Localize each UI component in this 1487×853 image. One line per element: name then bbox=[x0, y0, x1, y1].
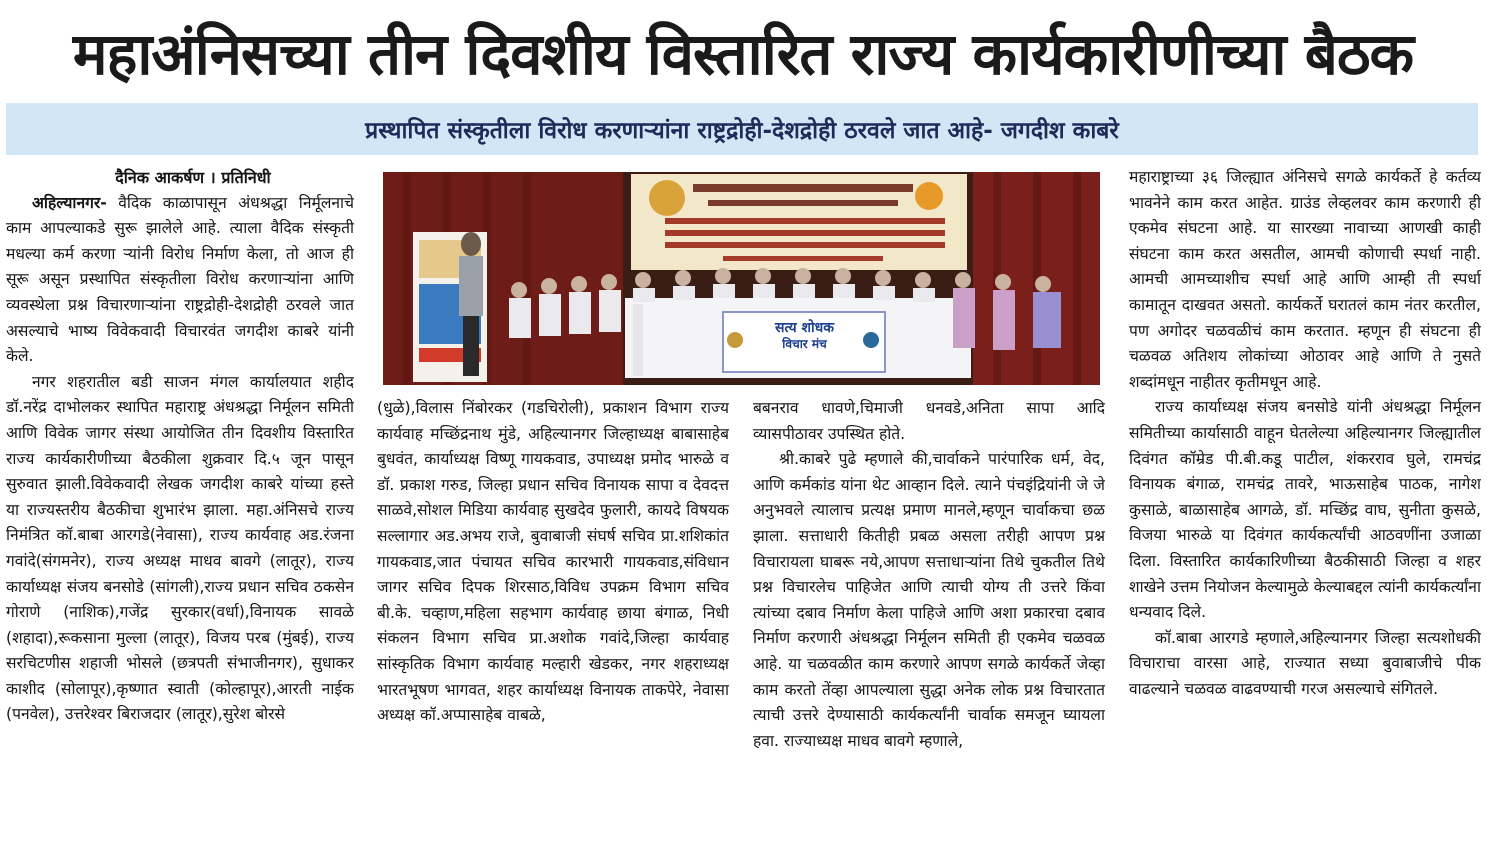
paragraph: नगर शहरातील बडी साजन मंगल कार्यालयात शहीद डॉ.नरेंद्र दाभोलकर स्थापित महाराष्ट्र अंधश्रद्धा निर्मूलन समिती आणि विवेक जागर संस्था आयोजित तीन दिवशीय विस्तारित राज्य कार्यकारीणीच्या बैठकीला शुक्रवार दि.५ जून पासून सुरुवात झाली.विवेकवादी लेखक जगदीश काबरे यांच्या हस्ते या राज्यस्तरीय बैठकीचा शुभारंभ झाला. महा.अंनिसचे राज्य निमंत्रित कॉ.बाबा आरगडे(नेवासा), राज्य कार्यवाह अड.रंजना गवांदे(संगमनेर), राज्य अध्यक्ष माधव बावगे (लातूर), राज्य कार्याध्यक्ष संजय बनसोडे (सांगली),राज्य प्रधान सचिव ठकसेन गोराणे (नाशिक),गजेंद्र सुरकार(वर्धा),विनायक सावळे (शहादा),रूकसाना मुल्ला (लातूर), विजय परब (मुंबई), राज्य सरचिटणीस शहाजी भोसले (छत्रपती संभाजीनगर), सुधाकर काशीद (सोलापूर),कृष्णात स्वाती (कोल्हापूर),आरती नाईक (पनवेल), उत्तरेश्वर बिराजदार (लातूर),सुरेश बोरसे bbox=[6, 372, 354, 724]
event-photo-drawing bbox=[383, 172, 1100, 385]
article-column-3 bbox=[753, 396, 1105, 846]
paragraph-text: वैदिक काळापासून अंधश्रद्धा निर्मूलनाचे काम आपल्याकडे सुरू झालेले आहे. त्याला वैदिक संस्कृती मधल्या कर्म करणा ऱ्यांनी विरोध निर्माण केला, तो आज ही सूरू असून प्रस्थापित संस्कृतीला विरोध करणाऱ्यांना आणि व्यवस्थेला प्रश्न विचारणाऱ्यांना राष्ट्रद्रोही-देशद्रोही ठरवले जात असल्याचे भाष्य विवेकवादी विचारवंत जगदीश काबरे यांनी केले. bbox=[6, 193, 354, 366]
paragraph: श्री.काबरे पुढे म्हणाले की,चार्वाकने पारंपारिक धर्म, वेद, आणि कर्मकांड यांना थेट आव्हान दिले. त्याने पंचइंद्रियांनी जे जे अनुभवले त्यालाच प्रत्यक्ष प्रमाण मानले,म्हणून चार्वाकचा छळ झाला. सत्ताधारी कितीही प्रबळ असला तरीही आपण प्रश्न विचारायला घाबरू नये,आपण सत्ताधाऱ्यांना तिथे चुकतील तिथे प्रश्न विचारलेच पाहिजेत आणि त्याची योग्य ती उत्तरे किंवा त्यांच्या दबाव निर्माण केला पाहिजे आणि अशा प्रकारचा दबाव निर्माण करणारी अंधश्रद्धा निर्मूलन समिती ही एकमेव चळवळ आहे. या चळवळीत काम करणारे आपण सगळे कार्यकर्ते जेव्हा काम करतो तेंव्हा आपल्याला सुद्धा अनेक लोक प्रश्न विचारतात त्याची उत्तरे देण्यासाठी कार्यकर्त्यांनी चार्वाक समजून घ्यायला हवा. राज्याध्यक्ष माधव बावगे म्हणाले, bbox=[753, 450, 1105, 750]
stage-sign-line2: विचार मंच bbox=[782, 337, 827, 351]
byline: दैनिक आकर्षण । प्रतिनिधी bbox=[115, 168, 271, 187]
paragraph: महाराष्ट्राच्या ३६ जिल्ह्यात अंनिसचे सगळे कार्यकर्ते हे कर्तव्य भावनेने काम करत आहेत. ग्राउंड लेव्हलवर काम करणारी ही एकमेव संघटना आहे. या सारख्या नावाच्या आणखी काही संघटना काम करत असतील, आमची कोणाची स्पर्धा नाही. आमची आमच्याशीच स्पर्धा आहे आणि आम्ही ती स्पर्धा कामातून दाखवत असतो. कार्यकर्ते घरातलं काम नंतर करतील, पण अगोदर चळवळीचं काम करतात. म्हणून ही संघटना ही चळवळ अतिशय लोकांच्या ओठावर आहे आणि ते नुसते शब्दांमधून नाहीतर कृतीमधून आहे. bbox=[1129, 168, 1481, 391]
paragraph: (धुळे),विलास निंबोरकर (गडचिरोली), प्रकाशन विभाग राज्य कार्यवाह मच्छिंद्रनाथ मुंडे, अहिल्यानगर जिल्हाध्यक्ष बाबासाहेब बुधवंत, कार्याध्यक्ष विष्णू गायकवाड, उपाध्यक्ष प्रमोद भारुळे व डॉ. प्रकाश गरुड, जिल्हा प्रधान सचिव विनायक सापा व देवदत्त साळवे,सोशल मिडिया कार्यवाह सुखदेव फुलारी, कायदे विषयक सल्लागार अड.अभय राजे, बुवाबाजी संघर्ष सचिव प्रा.शशिकांत गायकवाड,जात पंचायत सचिव कारभारी गायकवाड,संविधान जागर सचिव दिपक शिरसाठ,विविध उपक्रम विभाग सचिव बी.के. चव्हाण,महिला सहभाग कार्यवाह छाया बंगाळ, निधी संकलन विभाग सचिव प्रा.अशोक गवांदे,जिल्हा कार्यवाह सांस्कृतिक विभाग कार्यवाह मल्हारी खेडकर, नगर शहराध्यक्ष भारतभूषण भागवत, शहर कार्याध्यक्ष विनायक ताकपेरे, नेवासा अध्यक्ष कॉ.अप्पासाहेब वाबळे, bbox=[377, 399, 729, 725]
event-photo bbox=[383, 172, 1100, 385]
article-column-4 bbox=[1129, 165, 1481, 853]
paragraph bbox=[6, 191, 354, 370]
stage-sign-line1: सत्य शोधक bbox=[774, 320, 835, 336]
subheadline: प्रस्थापित संस्कृतीला विरोध करणाऱ्यांना राष्ट्रद्रोही-देशद्रोही ठरवले जात आहे- जगदीश काबरे bbox=[365, 118, 1119, 144]
stage-sign bbox=[738, 320, 871, 352]
paragraph: राज्य कार्याध्यक्ष संजय बनसोडे यांनी अंधश्रद्धा निर्मूलन समितीच्या कार्यासाठी वाहून घेतलेल्या अहिल्यानगर जिल्ह्यातील दिवंगत कॉम्रेड पी.बी.कडू पाटील, शंकरराव घुले, रामचंद्र विनायक बंगाळ, रामचंद्र तावरे, भाऊसाहेब पाठक, नागेश कुसाळे, बाळासाहेब आगळे, डॉ. मच्छिंद्र वाघ, सुनीता कुसळे, विजया भारुळे या दिवंगत कार्यकर्त्यांची आठवणींना उजाळा दिला. विस्तारित कार्यकारिणीच्या बैठकीसाठी जिल्हा व शहर शाखेने उत्तम नियोजन केल्यामुळे केल्याबद्दल त्यांनी कार्यकर्त्यांना धन्यवाद दिले. bbox=[1129, 398, 1481, 622]
subheadline-bar bbox=[6, 103, 1478, 155]
article-column-1 bbox=[6, 165, 354, 853]
dateline: अहिल्यानगर- bbox=[32, 193, 107, 212]
paragraph: बबनराव धावणे,चिमाजी धनवडे,अनिता सापा आदि व्यासपीठावर उपस्थित होते. bbox=[753, 399, 1105, 443]
article-column-2 bbox=[377, 396, 729, 846]
headline: महाअंनिसच्या तीन दिवशीय विस्तारित राज्य कार्यकारीणीच्या बैठक bbox=[72, 19, 1414, 88]
paragraph: कॉ.बाबा आरगडे म्हणाले,अहिल्यानगर जिल्हा सत्यशोधकी विचाराचा वारसा आहे, राज्यात सध्या बुवाबाजीचे पीक वाढल्याने चळवळ वाढवण्याची गरज असल्याचे संगितले. bbox=[1129, 628, 1481, 698]
